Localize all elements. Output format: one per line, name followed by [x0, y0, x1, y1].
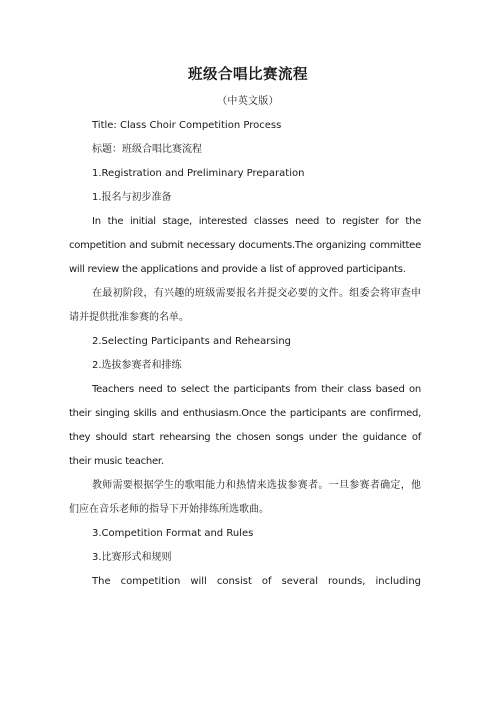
paragraph-section-1-en: In the initial stage, interested classes need to register for the competition and submit necessary documents.The organizing committee will review the applications and provide a list of approved participants. — [69, 216, 421, 275]
heading-section-2-en: 2.Selecting Participants and Rehearsing — [92, 336, 291, 347]
heading-section-1-en: 1.Registration and Preliminary Preparation — [92, 168, 305, 179]
paragraph-section-1-zh: 在最初阶段，有兴趣的班级需要报名并提交必要的文件。组委会将审查申请并提供批准参赛的名单。 — [69, 288, 421, 323]
paragraph-section-2-zh: 教师需要根据学生的歌唱能力和热情来选拔参赛者。一旦参赛者确定，他们应在音乐老师的指导下开始排练所选歌曲。 — [69, 480, 421, 515]
document-title: 班级合唱比赛流程 — [188, 67, 308, 83]
paragraph-section-2-en: Teachers need to select the participants from their class based on their singing skills and enthusiasm.Once the participants are confirmed, they should start rehearsing the chosen songs under the guidance of their music teacher. — [69, 384, 421, 467]
paragraph-section-3-en: The competition will consist of several rounds, including — [92, 576, 421, 587]
heading-section-1-zh: 1.报名与初步准备 — [92, 192, 172, 203]
document-subtitle: （中英文版） — [217, 96, 279, 107]
document-body — [69, 114, 421, 594]
heading-section-2-zh: 2.选拔参赛者和排练 — [92, 360, 182, 371]
heading-section-3-zh: 3.比赛形式和规则 — [92, 552, 172, 563]
paragraph-chinese-title: 标题：班级合唱比赛流程 — [92, 144, 202, 155]
heading-section-3-en: 3.Competition Format and Rules — [92, 528, 254, 539]
paragraph-english-title: Title: Class Choir Competition Process — [92, 120, 282, 131]
